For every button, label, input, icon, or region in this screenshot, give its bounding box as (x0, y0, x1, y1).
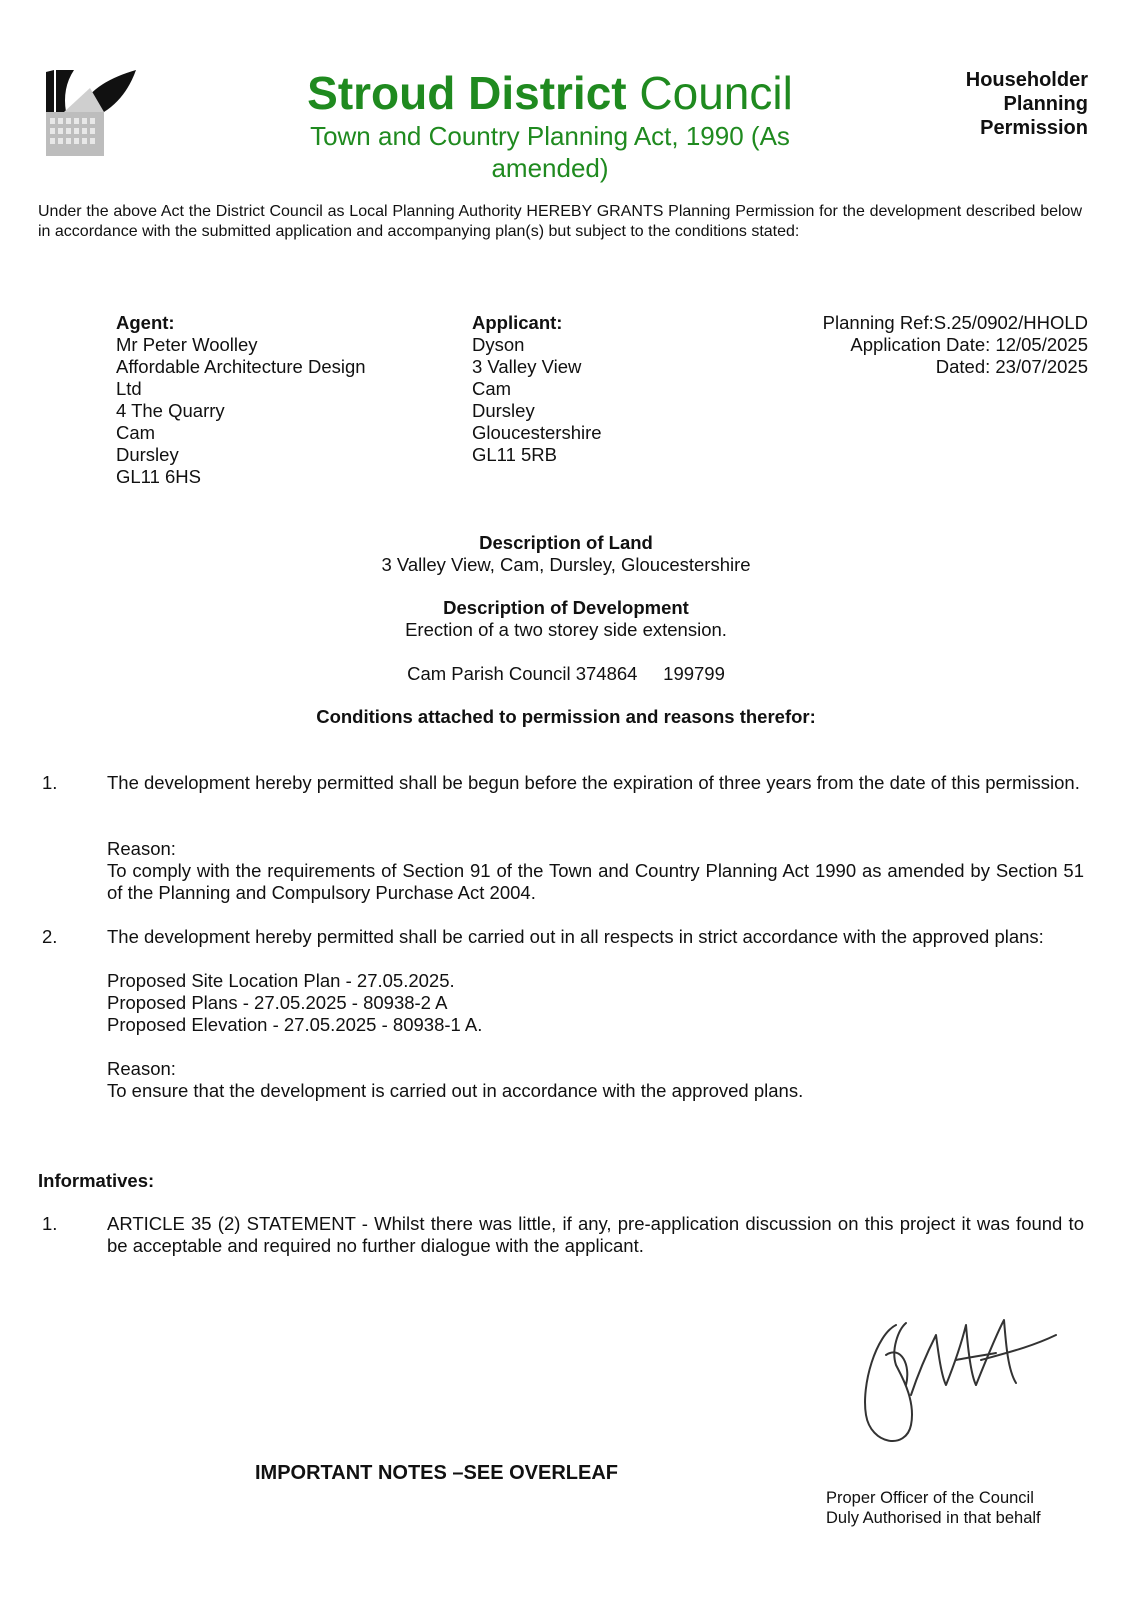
informative-number: 1. (42, 1213, 58, 1234)
agent-line: GL11 6HS (116, 466, 202, 487)
applicant-line: GL11 5RB (472, 444, 558, 465)
officer-block (826, 1488, 1041, 1528)
reason-text: To comply with the requirements of Section 91 of the Town and Country Planning Act 1990 as amended by Section 51 of the Planning and Compulsory Purchase Act 2004. (107, 860, 1084, 903)
council-logo-icon (44, 68, 138, 158)
informative-text: ARTICLE 35 (2) STATEMENT - Whilst there was little, if any, pre-application discussion on this project it was found to be acceptable and required no further dialogue with the applicant. (107, 1213, 1084, 1256)
conditions-heading: Conditions attached to permission and reasons therefor: (316, 706, 816, 727)
development-text: Erection of a two storey side extension. (405, 619, 727, 640)
act-title: Town and Country Planning Act, 1990 (As amended) (310, 121, 790, 183)
agent-line: Ltd (116, 378, 142, 399)
agent-block (116, 312, 406, 488)
agent-heading: Agent: (116, 312, 175, 333)
applicant-line: 3 Valley View (472, 356, 582, 377)
reason-label: Reason: (107, 1058, 176, 1079)
reason-label: Reason: (107, 838, 176, 859)
condition-number: 1. (42, 772, 58, 793)
condition-text: The development hereby permitted shall be carried out in all respects in strict accordance with the approved plans: (107, 926, 1044, 947)
plan-item: Proposed Elevation - 27.05.2025 - 80938-1 A. (107, 1014, 483, 1035)
plan-item: Proposed Plans - 27.05.2025 - 80938-2 A (107, 992, 448, 1013)
preamble: Under the above Act the District Council as Local Planning Authority HEREBY GRANTS Planning Permission for the development described below in accordance with the submitted application and accompanying plan(s) but subject to the conditions stated: (38, 203, 1082, 240)
parish-reference: Cam Parish Council 374864 199799 (407, 663, 725, 684)
applicant-line: Gloucestershire (472, 422, 602, 443)
agent-line: Cam (116, 422, 156, 443)
council-name: Stroud District Council (307, 67, 793, 119)
application-date: Application Date: 12/05/2025 (850, 334, 1088, 355)
condition-text: The development hereby permitted shall be begun before the expiration of three years from the date of this permission. (107, 772, 1080, 793)
officer-line: Duly Authorised in that behalf (826, 1509, 1041, 1527)
applicant-line: Cam (472, 378, 512, 399)
reference-block (748, 312, 1088, 378)
applicant-heading: Applicant: (472, 312, 563, 333)
land-text: 3 Valley View, Cam, Dursley, Gloucestershire (381, 554, 751, 575)
dated: Dated: 23/07/2025 (935, 356, 1088, 377)
condition-number: 2. (42, 926, 58, 947)
land-heading: Description of Land (479, 532, 653, 553)
agent-line: Mr Peter Woolley (116, 334, 258, 355)
applicant-line: Dyson (472, 334, 525, 355)
applicant-line: Dursley (472, 400, 535, 421)
planning-ref: Planning Ref:S.25/0902/HHOLD (822, 312, 1088, 333)
reason-text: To ensure that the development is carried out in accordance with the approved plans. (107, 1080, 804, 1101)
development-heading: Description of Development (443, 597, 689, 618)
agent-line: Affordable Architecture Design (116, 356, 366, 377)
agent-line: 4 The Quarry (116, 400, 225, 421)
applicant-block (472, 312, 722, 466)
plan-item: Proposed Site Location Plan - 27.05.2025. (107, 970, 455, 991)
informatives-heading: Informatives: (38, 1170, 155, 1191)
permission-type: Householder Planning Permission (965, 69, 1088, 139)
agent-line: Dursley (116, 444, 179, 465)
signature-icon (856, 1305, 1066, 1455)
important-notes: IMPORTANT NOTES –SEE OVERLEAF (255, 1462, 618, 1484)
officer-line: Proper Officer of the Council (826, 1489, 1034, 1507)
